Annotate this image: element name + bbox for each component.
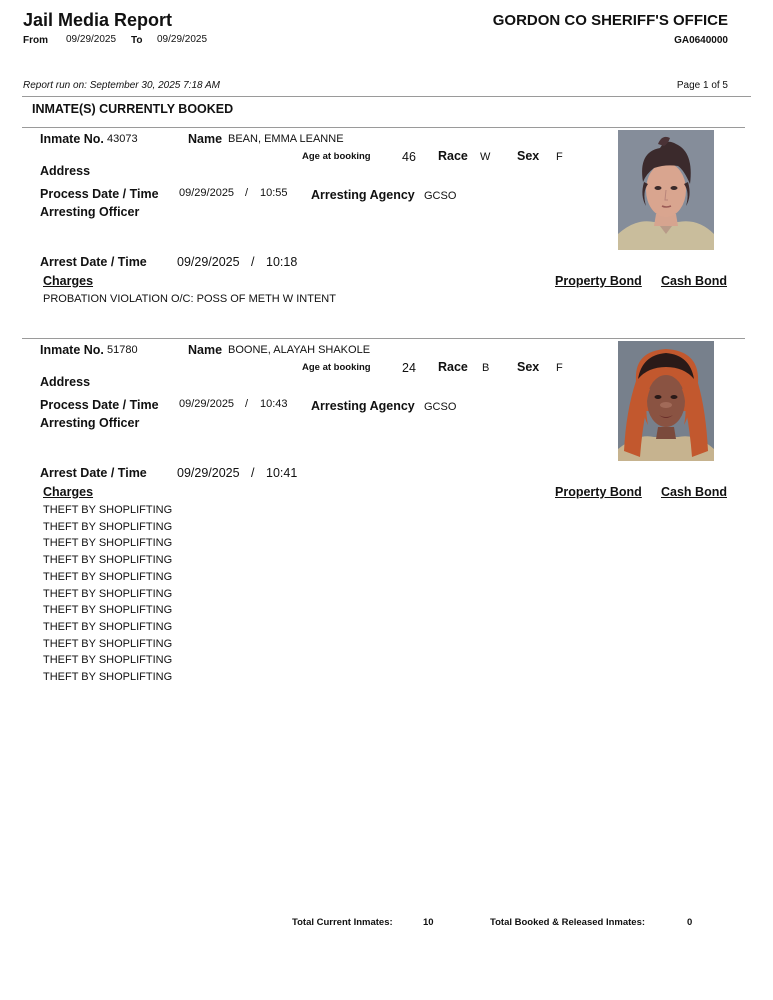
- to-date: 09/29/2025: [157, 34, 208, 45]
- total-booked-released-value: 0: [687, 917, 693, 928]
- address-label: Address: [40, 164, 91, 178]
- arrest-slash: /: [251, 466, 255, 480]
- charges-heading: Charges: [43, 485, 94, 499]
- process-date-value: 09/29/2025: [179, 187, 235, 199]
- race-label: Race: [438, 360, 468, 374]
- inmate-photo-image: [618, 341, 714, 461]
- header-rule: [22, 96, 751, 97]
- age-label: Age at booking: [302, 362, 371, 373]
- inmate-photo: [618, 341, 714, 461]
- arrest-time-value: 10:18: [266, 255, 298, 269]
- name-value: BOONE, ALAYAH SHAKOLE: [228, 344, 371, 356]
- inmate-no-value: 43073: [107, 133, 138, 145]
- charge-item: THEFT BY SHOPLIFTING: [43, 604, 173, 617]
- process-time-value: 10:55: [260, 187, 288, 199]
- from-label: From: [23, 35, 48, 46]
- arrest-time-value: 10:41: [266, 466, 298, 480]
- charge-item: THEFT BY SHOPLIFTING: [43, 504, 173, 516]
- name-label: Name: [188, 343, 223, 357]
- inmate-photo-image: [618, 130, 714, 250]
- charge-item: THEFT BY SHOPLIFTING: [43, 654, 173, 667]
- process-date-value: 09/29/2025: [179, 398, 235, 410]
- charge-item: THEFT BY SHOPLIFTING: [43, 587, 173, 600]
- arresting-officer-label: Arresting Officer: [40, 416, 140, 430]
- charge-item: THEFT BY SHOPLIFTING: [43, 637, 173, 650]
- arresting-agency-value: GCSO: [424, 190, 457, 202]
- report-title: Jail Media Report: [23, 10, 173, 30]
- sex-label: Sex: [517, 149, 540, 163]
- race-value: B: [482, 362, 490, 374]
- arrest-datetime-label: Arrest Date / Time: [40, 255, 147, 269]
- charge-item: THEFT BY SHOPLIFTING: [43, 520, 173, 533]
- total-booked-released-label: Total Booked & Released Inmates:: [490, 917, 646, 928]
- sex-label: Sex: [517, 360, 540, 374]
- from-date: 09/29/2025: [66, 34, 117, 45]
- age-label: Age at booking: [302, 151, 371, 162]
- race-label: Race: [438, 149, 468, 163]
- name-value: BEAN, EMMA LEANNE: [228, 133, 344, 145]
- property-bond-heading: Property Bond: [555, 485, 642, 499]
- ori-code: GA0640000: [674, 35, 728, 46]
- arrest-date-value: 09/29/2025: [177, 466, 240, 480]
- process-slash: /: [245, 398, 249, 410]
- arresting-agency-label: Arresting Agency: [311, 188, 415, 202]
- arrest-datetime-label: Arrest Date / Time: [40, 466, 147, 480]
- name-label: Name: [188, 132, 223, 146]
- charges-list: [43, 291, 336, 308]
- arrest-date-value: 09/29/2025: [177, 255, 240, 269]
- record-separator: [22, 338, 745, 339]
- arrest-slash: /: [251, 255, 255, 269]
- process-time-value: 10:43: [260, 398, 288, 410]
- office-name: GORDON CO SHERIFF'S OFFICE: [492, 12, 728, 29]
- section-title: INMATE(S) CURRENTLY BOOKED: [32, 102, 234, 116]
- arresting-agency-label: Arresting Agency: [311, 399, 415, 413]
- charge-item: THEFT BY SHOPLIFTING: [43, 671, 173, 684]
- property-bond-heading: Property Bond: [555, 274, 642, 288]
- total-current-value: 10: [423, 917, 434, 928]
- inmate-no-value: 51780: [107, 344, 138, 356]
- sex-value: F: [556, 151, 563, 163]
- report-run-on: Report run on: September 30, 2025 7:18 AM: [23, 80, 220, 91]
- arresting-agency-value: GCSO: [424, 401, 457, 413]
- page-number: Page 1 of 5: [676, 80, 728, 91]
- race-value: W: [480, 151, 491, 163]
- sex-value: F: [556, 362, 563, 374]
- charge-item: THEFT BY SHOPLIFTING: [43, 537, 173, 550]
- inmate-no-label: Inmate No.: [40, 343, 104, 357]
- age-value: 24: [402, 361, 416, 375]
- charge-item: THEFT BY SHOPLIFTING: [43, 620, 173, 633]
- address-label: Address: [40, 375, 91, 389]
- section-rule: [22, 127, 745, 128]
- charges-list: [43, 502, 172, 686]
- process-datetime-label: Process Date / Time: [40, 187, 159, 201]
- inmate-photo: [618, 130, 714, 250]
- total-current-label: Total Current Inmates:: [292, 917, 393, 928]
- cash-bond-heading: Cash Bond: [661, 274, 727, 288]
- to-label: To: [131, 35, 143, 46]
- process-slash: /: [245, 187, 249, 199]
- inmate-no-label: Inmate No.: [40, 132, 104, 146]
- charge-item: THEFT BY SHOPLIFTING: [43, 554, 173, 567]
- charge-item: THEFT BY SHOPLIFTING: [43, 570, 173, 583]
- arresting-officer-label: Arresting Officer: [40, 205, 140, 219]
- charges-heading: Charges: [43, 274, 94, 288]
- cash-bond-heading: Cash Bond: [661, 485, 727, 499]
- process-datetime-label: Process Date / Time: [40, 398, 159, 412]
- charge-item: PROBATION VIOLATION O/C: POSS OF METH W INTENT: [43, 293, 336, 305]
- age-value: 46: [402, 150, 416, 164]
